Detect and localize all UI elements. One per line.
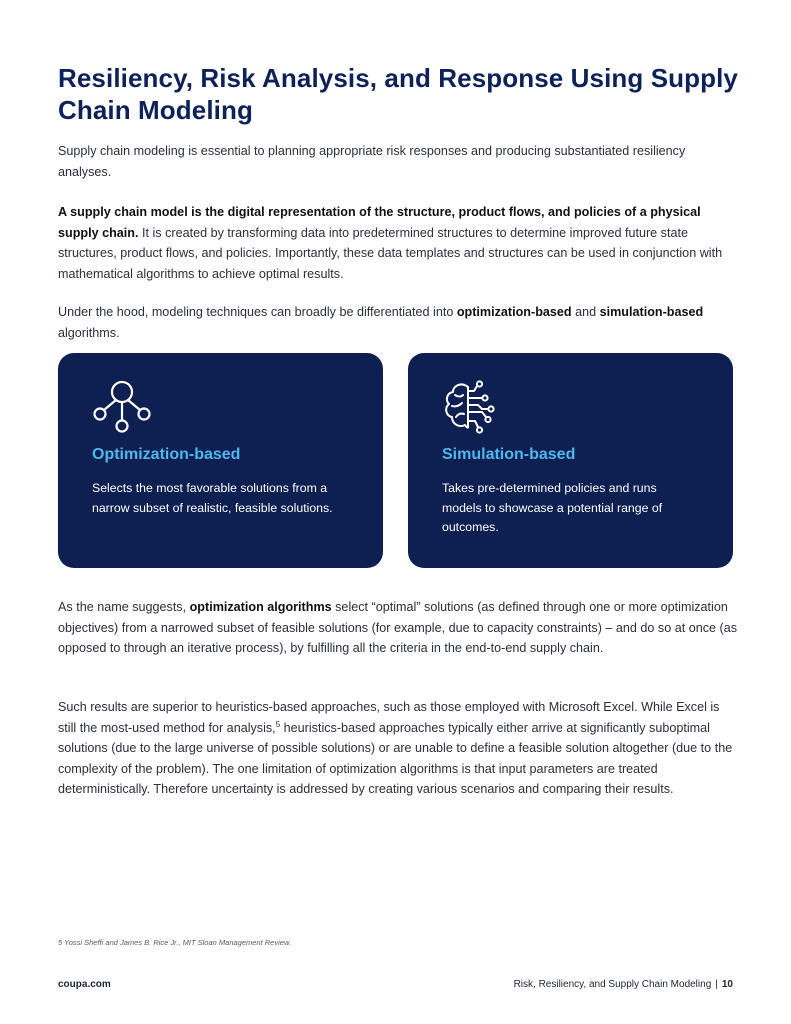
footer-doc-title: Risk, Resiliency, and Supply Chain Modeling — [513, 979, 712, 990]
techniques-lead: Under the hood, modeling techniques can broadly be differentiated into — [58, 305, 457, 319]
footer-separator: | — [715, 979, 718, 990]
page-title: Resiliency, Risk Analysis, and Response Using Supply Chain Modeling — [58, 63, 738, 125]
optimization-card-title: Optimization-based — [92, 446, 241, 463]
optimization-term: optimization algorithms — [189, 600, 332, 614]
footnote: 5 Yossi Sheffi and James B. Rice Jr., MIT Sloan Management Review. — [58, 938, 292, 947]
intro-text: Supply chain modeling is essential to planning appropriate risk responses and producing substantiated resiliency analyses. — [58, 144, 686, 179]
intro-paragraph — [58, 141, 738, 182]
optimization-text: select “optimal” solutions (as defined through one or more optimization objectives) from a narrowed subset of feasible solutions (for example, due to capacity constraints) – and do so at once (as opposed to through an iterative process), by fulfilling all the criteria in the end-to-end supply chain. — [58, 600, 738, 655]
heuristics-after: heuristics-based approaches typically either arrive at significantly suboptimal solutions (due to the large universe of possible solutions) or are unable to define a feasible solution altogether (due to the complexity of the problem). The one limitation of optimization algorithms is that input parameters are treated deterministically. Therefore uncertainty is addressed by creating various scenarios and comparing their results. — [58, 720, 733, 796]
techniques-tail: algorithms. — [58, 325, 120, 340]
simulation-card-title: Simulation-based — [442, 446, 576, 463]
definition-text: It is created by transforming data into predetermined structures to determine improved future state structures, product flows, and policies. Importantly, these data templates and structures can be used in conjunction with mathematical algorithms to achieve optimal results. — [58, 225, 723, 281]
optimization-lead: As the name suggests, — [58, 600, 190, 614]
definition-paragraph — [58, 202, 738, 284]
simulation-card-body: Takes pre-determined policies and runs models to showcase a potential range of outcomes. — [442, 481, 663, 534]
footer-site: coupa.com — [58, 979, 111, 990]
heuristics-before: Such results are superior to heuristics-based approaches, such as those employed with Microsoft Excel. While Excel is still the most-used method for analysis, — [58, 700, 720, 735]
optimization-paragraph — [58, 597, 738, 659]
page-number: 10 — [721, 979, 733, 990]
techniques-term-simulation: simulation-based — [599, 305, 704, 319]
network-nodes-icon — [92, 379, 152, 435]
techniques-paragraph — [58, 302, 738, 343]
footnote-reference: 5 — [275, 719, 281, 729]
techniques-mid: and — [571, 305, 600, 319]
optimization-card — [58, 353, 383, 568]
techniques-term-optimization: optimization-based — [456, 305, 572, 319]
simulation-card — [408, 353, 733, 568]
footer-page-info — [514, 979, 733, 990]
optimization-card-body: Selects the most favorable solutions from a narrow subset of realistic, feasible solutions. — [92, 481, 333, 515]
brain-circuit-icon — [442, 379, 502, 435]
heuristics-paragraph — [58, 697, 738, 800]
definition-bold: A supply chain model is the digital representation of the structure, product flows, and policies of a physical supply chain. — [58, 205, 701, 240]
